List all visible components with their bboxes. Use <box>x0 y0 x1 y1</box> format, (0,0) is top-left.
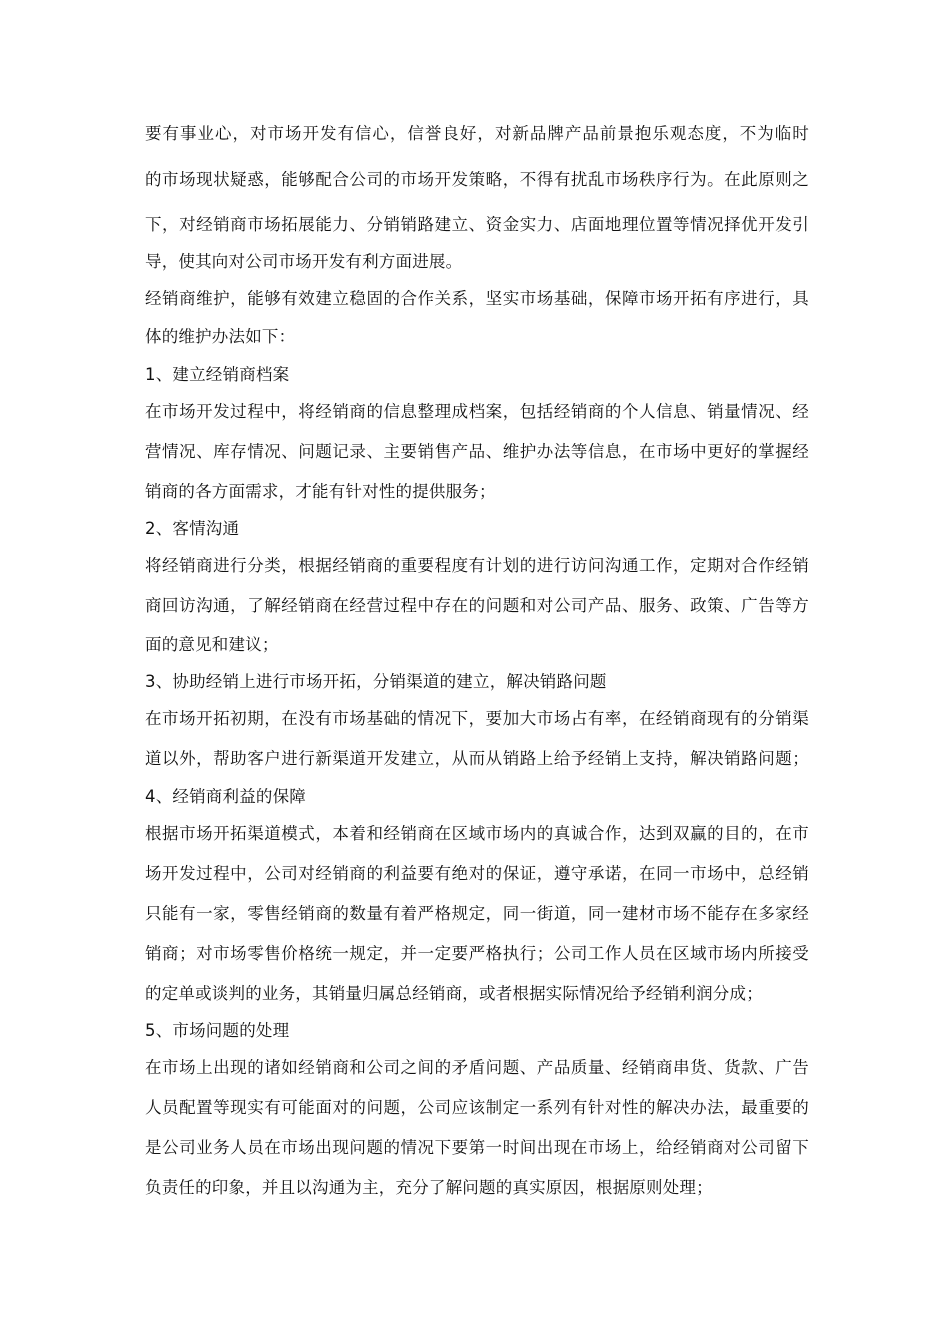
text-line: 体的维护办法如下： <box>145 327 296 346</box>
text-line: 导，使其向对公司市场开发有利方面进展。 <box>145 252 463 271</box>
text-line: 商回访沟通，了解经销商在经营过程中存在的问题和对公司产品、服务、政策、广告等方 <box>145 596 809 615</box>
text-line: 负责任的印象，并且以沟通为主，充分了解问题的真实原因，根据原则处理； <box>145 1178 713 1197</box>
text-line: 销商的各方面需求，才能有针对性的提供服务； <box>145 482 496 501</box>
section-heading-3: 3、协助经销上进行市场开拓，分销渠道的建立，解决销路问题 <box>145 672 607 691</box>
text-line: 经销商维护，能够有效建立稳固的合作关系，坚实市场基础，保障市场开拓有序进行，具 <box>145 289 809 308</box>
text-line: 道以外，帮助客户进行新渠道开发建立，从而从销路上给予经销上支持，解决销路问题； <box>145 749 809 768</box>
text-line: 在市场上出现的诸如经销商和公司之间的矛盾问题、产品质量、经销商串货、货款、广告 <box>145 1058 809 1077</box>
text-line: 将经销商进行分类，根据经销商的重要程度有计划的进行访问沟通工作，定期对合作经销 <box>145 556 809 575</box>
section-heading-2: 2、客情沟通 <box>145 519 240 538</box>
text-line: 是公司业务人员在市场出现问题的情况下要第一时间出现在市场上，给经销商对公司留下 <box>145 1138 809 1157</box>
text-line: 人员配置等现实有可能面对的问题，公司应该制定一系列有针对性的解决办法，最重要的 <box>145 1098 809 1117</box>
text-line: 要有事业心，对市场开发有信心，信誉良好，对新品牌产品前景抱乐观态度，不为临时 <box>145 124 809 143</box>
text-line: 营情况、库存情况、问题记录、主要销售产品、维护办法等信息，在市场中更好的掌握经 <box>145 442 809 461</box>
text-line: 只能有一家，零售经销商的数量有着严格规定，同一街道，同一建材市场不能存在多家经 <box>145 904 809 923</box>
text-line: 场开发过程中，公司对经销商的利益要有绝对的保证，遵守承诺，在同一市场中，总经销 <box>145 864 809 883</box>
text-line: 下，对经销商市场拓展能力、分销销路建立、资金实力、店面地理位置等情况择优开发引 <box>145 215 809 234</box>
section-heading-1: 1、建立经销商档案 <box>145 365 290 384</box>
section-heading-4: 4、经销商利益的保障 <box>145 787 306 806</box>
text-line: 的定单或谈判的业务，其销量归属总经销商，或者根据实际情况给予经销利润分成； <box>145 984 763 1003</box>
text-line: 面的意见和建议； <box>145 635 279 654</box>
text-line: 销商；对市场零售价格统一规定，并一定要严格执行；公司工作人员在区域市场内所接受 <box>145 944 809 963</box>
text-line: 在市场开发过程中，将经销商的信息整理成档案，包括经销商的个人信息、销量情况、经 <box>145 402 809 421</box>
text-line: 的市场现状疑惑，能够配合公司的市场开发策略，不得有扰乱市场秩序行为。在此原则之 <box>145 170 809 189</box>
text-line: 根据市场开拓渠道模式，本着和经销商在区域市场内的真诚合作，达到双赢的目的，在市 <box>145 824 809 843</box>
text-line: 在市场开拓初期，在没有市场基础的情况下，要加大市场占有率，在经销商现有的分销渠 <box>145 709 809 728</box>
section-heading-5: 5、市场问题的处理 <box>145 1021 290 1040</box>
